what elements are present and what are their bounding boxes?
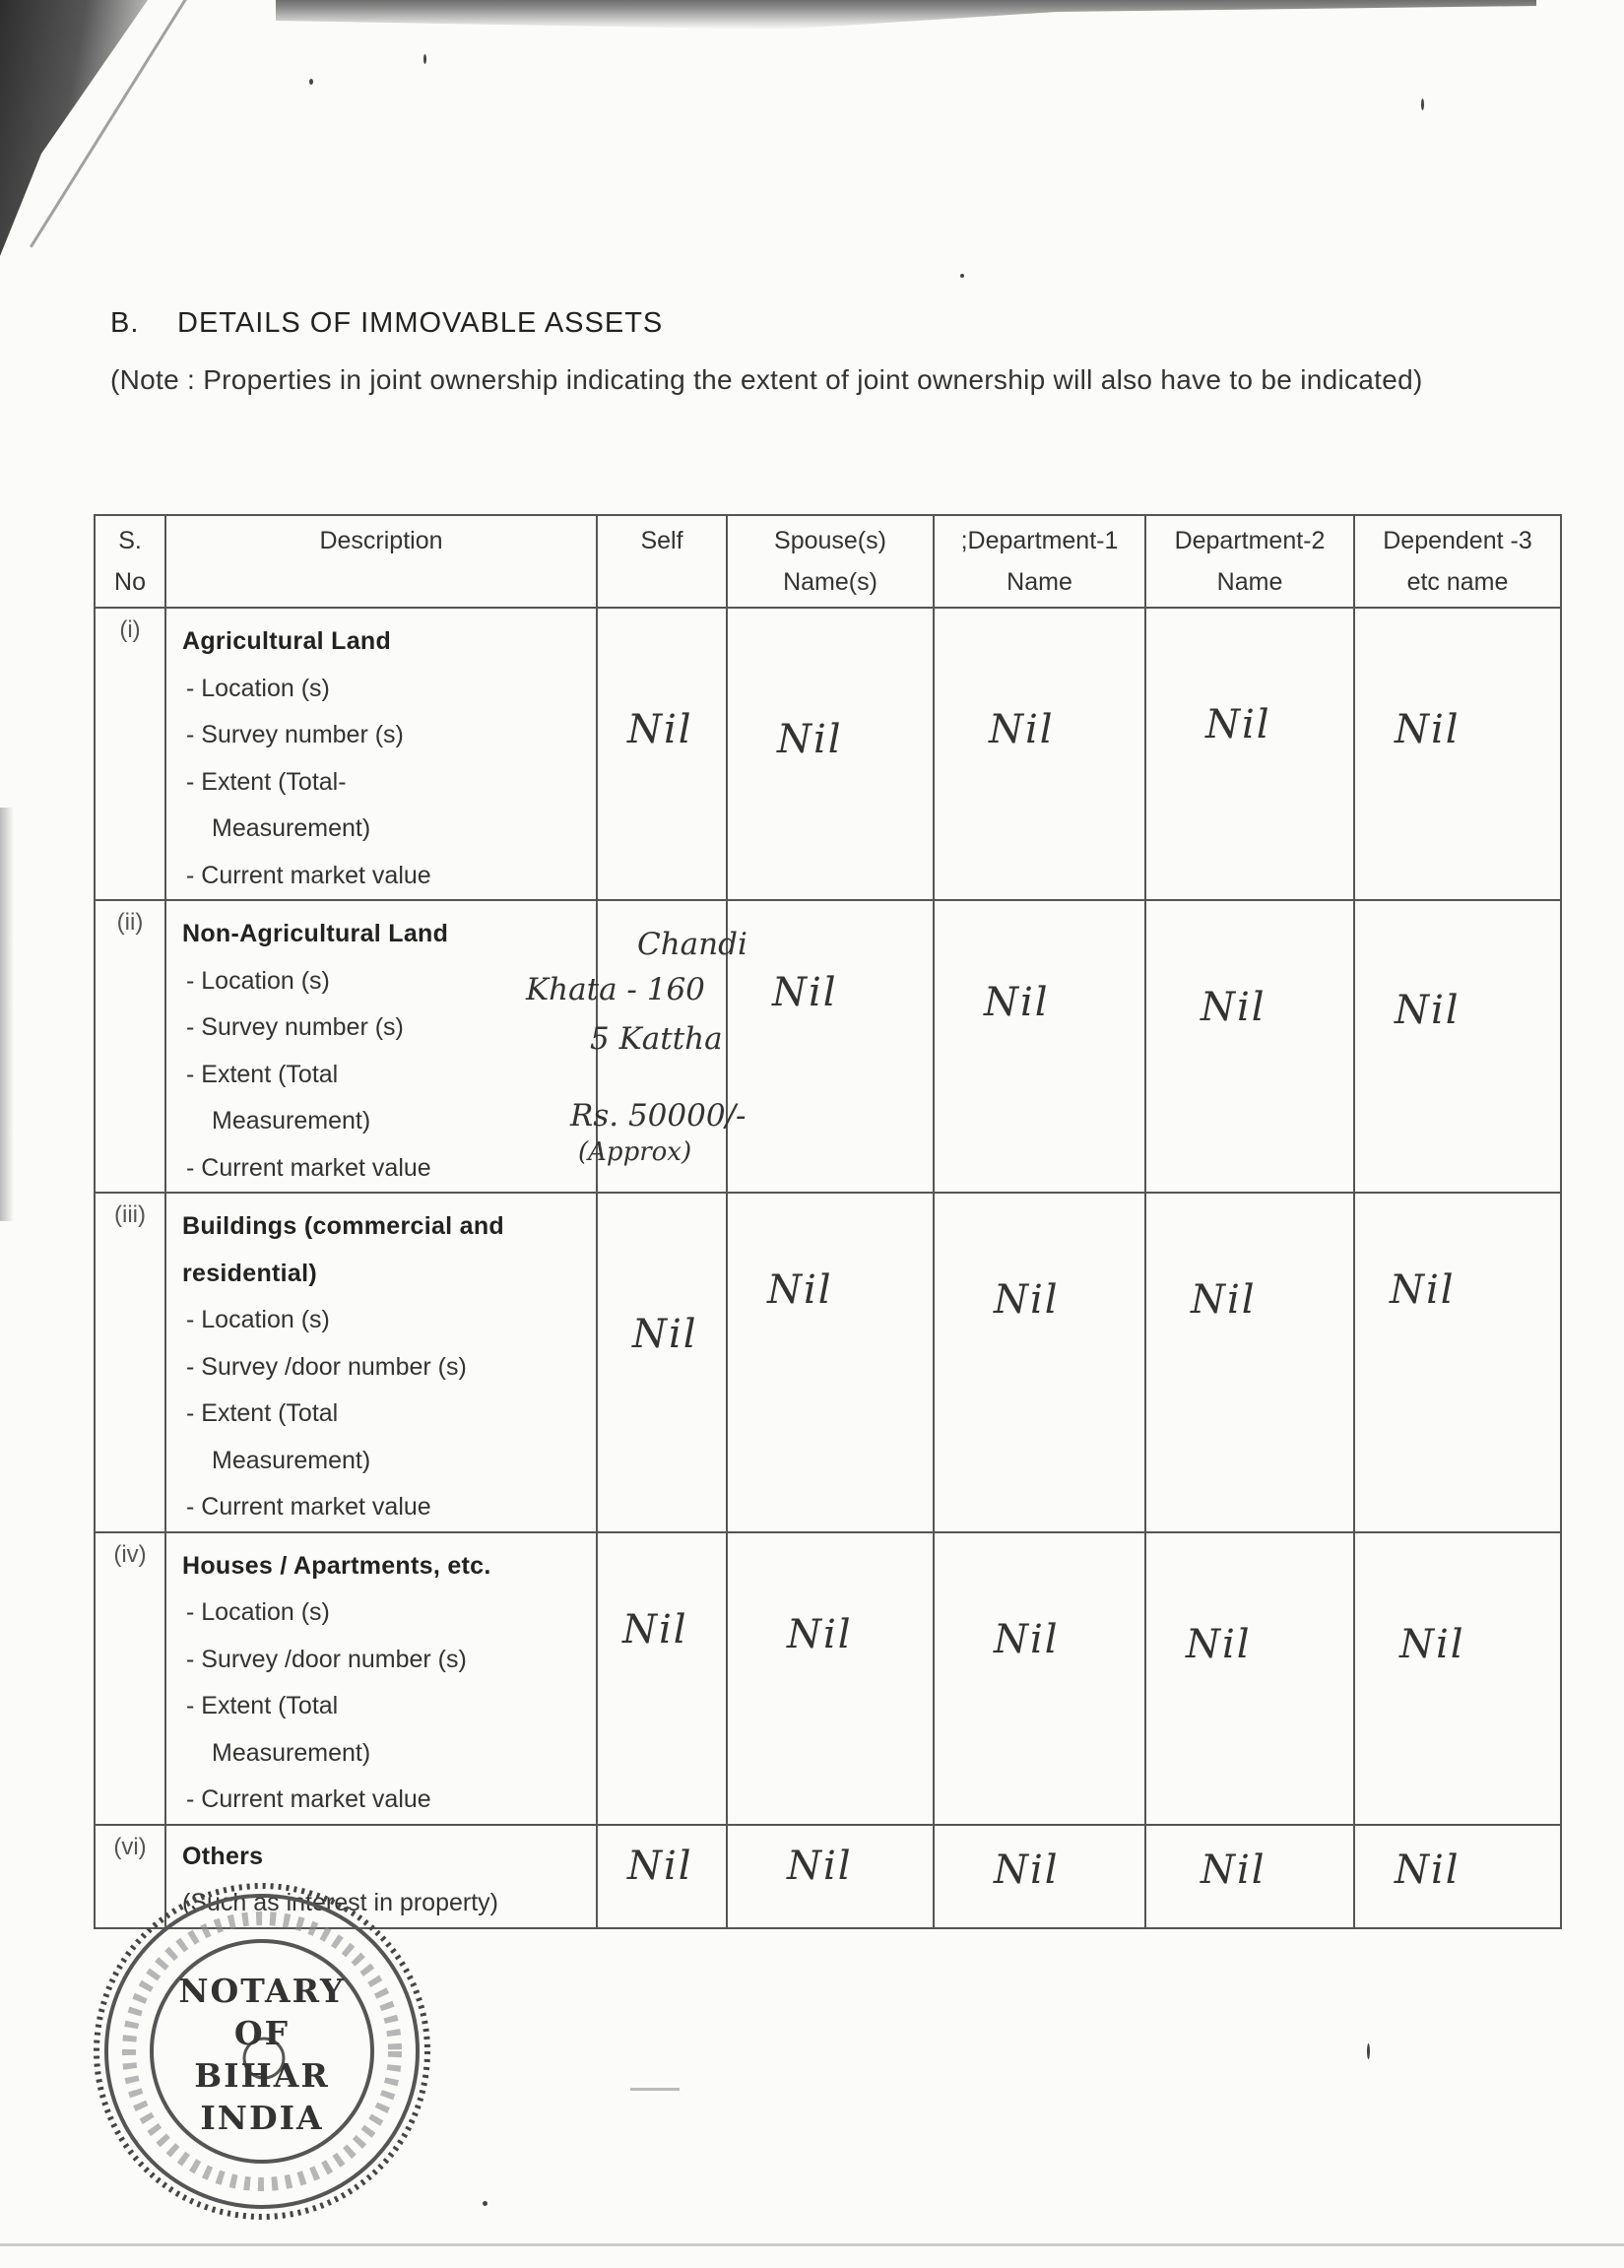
row-item: - Current market value (186, 1493, 431, 1521)
scan-speck (630, 2088, 680, 2091)
cell-self: Nil (597, 1193, 727, 1532)
page-fold-shadow-left (0, 0, 148, 256)
header-dep1: ;Department-1 Name (934, 515, 1145, 608)
cell-dep2: Nil (1145, 1193, 1354, 1532)
row-category: Buildings (commercial and residential) (182, 1212, 505, 1287)
handwritten-approx: (Approx) (578, 1137, 692, 1167)
header-spouse: Spouse(s) Name(s) (727, 515, 934, 608)
row-sno: (iv) (95, 1532, 165, 1825)
cell-dep3: Nil (1354, 900, 1561, 1193)
scan-edge-shadow (0, 808, 14, 1221)
row-item: - Extent (Total (186, 1060, 339, 1088)
cell-spouse: Nil (727, 1193, 934, 1532)
row-item: Measurement) (212, 1738, 371, 1767)
cell-dep1: Nil (934, 1532, 1145, 1825)
scan-bottom-edge (0, 2243, 1624, 2246)
row-item: - Survey /door number (s) (186, 1352, 467, 1381)
header-self: Self (597, 515, 727, 608)
row-category: Others (182, 1842, 264, 1870)
scan-speck (483, 2201, 487, 2206)
row-item: - Extent (Total (186, 1399, 339, 1427)
cell-dep2: Nil (1145, 1532, 1354, 1825)
row-sno: (vi) (95, 1825, 165, 1928)
row-item: (Such as interest in property) (182, 1889, 498, 1916)
row-item: Measurement) (212, 1446, 371, 1474)
cell-self: Nil (597, 608, 727, 900)
cell-dep1: Nil (934, 1825, 1145, 1928)
notary-stamp (87, 1876, 436, 2226)
cell-dep2: Nil (1145, 608, 1354, 900)
row-item: - Current market value (186, 1153, 431, 1182)
handwritten-value: Rs. 50000/- (570, 1098, 747, 1134)
header-dep2: Department-2 Name (1145, 515, 1354, 608)
row-item: - Location (s) (186, 674, 330, 702)
row-description (165, 900, 747, 1193)
row-category: Agricultural Land (182, 627, 392, 655)
scan-speck (960, 274, 964, 278)
cell-dep2: Nil (1145, 1825, 1354, 1928)
handwritten-survey: Khata - 160 (526, 972, 705, 1007)
row-item: - Survey number (s) (186, 1013, 404, 1041)
cell-spouse: Nil (727, 1532, 934, 1825)
cell-dep3: Nil (1354, 1825, 1561, 1928)
row-item: - Survey /door number (s) (186, 1645, 467, 1673)
cell-dep3: Nil (1354, 1193, 1561, 1532)
scan-speck (1421, 98, 1424, 110)
cell-dep1: Nil (934, 608, 1145, 900)
cell-dep1: Nil (934, 900, 1145, 1193)
header-dep3: Dependent -3 etc name (1354, 515, 1561, 608)
row-sno: (ii) (95, 900, 165, 1193)
row-item: - Survey number (s) (186, 721, 404, 748)
table-header-row (95, 515, 1561, 608)
cell-self: Nil (597, 1825, 727, 1928)
row-item: - Location (s) (186, 1306, 330, 1333)
row-item: - Extent (Total- (186, 767, 347, 796)
page-fold-shadow-top (276, 0, 1536, 30)
table-row (95, 1532, 1561, 1825)
cell-dep1: Nil (934, 1193, 1145, 1532)
scan-speck (423, 54, 426, 64)
cell-spouse: Nil (727, 900, 934, 1193)
cell-dep2: Nil (1145, 900, 1354, 1193)
handwritten-extent: 5 Kattha (590, 1021, 723, 1057)
table-row (95, 1193, 1561, 1532)
cell-dep3: Nil (1354, 608, 1561, 900)
cell-dep3: Nil (1354, 1532, 1561, 1825)
table-row (95, 608, 1561, 900)
row-description (165, 1532, 597, 1825)
header-description: Description (165, 515, 597, 608)
cell-spouse: Nil (727, 1825, 934, 1928)
section-note: (Note : Properties in joint ownership indicating the extent of joint ownership will also have to be indicated) (110, 364, 1423, 395)
scan-speck (309, 79, 313, 85)
table-row (95, 900, 1561, 1193)
section-heading (110, 307, 663, 340)
row-item: - Location (s) (186, 966, 330, 995)
immovable-assets-table (94, 514, 1562, 1929)
row-item: - Current market value (186, 1785, 431, 1813)
row-item: - Extent (Total (186, 1692, 339, 1719)
scan-speck (1367, 2043, 1370, 2059)
row-description (165, 608, 597, 900)
row-item: Measurement) (212, 814, 371, 842)
row-item: - Location (s) (186, 1598, 330, 1626)
row-item: Measurement) (212, 1107, 371, 1134)
row-description (165, 1193, 597, 1532)
handwritten-location: Chandi (637, 927, 747, 962)
row-item: - Current market value (186, 861, 431, 889)
cell-spouse: Nil (727, 608, 934, 900)
cell-self: Nil (597, 1532, 727, 1825)
notary-stamp-text: NOTARY OF BIHAR INDIA (178, 1972, 346, 2137)
header-sno: S. No (95, 515, 165, 608)
section-title: DETAILS OF IMMOVABLE ASSETS (177, 307, 664, 339)
section-letter: B. (110, 307, 140, 339)
row-sno: (iii) (95, 1193, 165, 1532)
row-sno: (i) (95, 608, 165, 900)
row-category: Houses / Apartments, etc. (182, 1551, 491, 1580)
row-category: Non-Agricultural Land (182, 920, 449, 947)
